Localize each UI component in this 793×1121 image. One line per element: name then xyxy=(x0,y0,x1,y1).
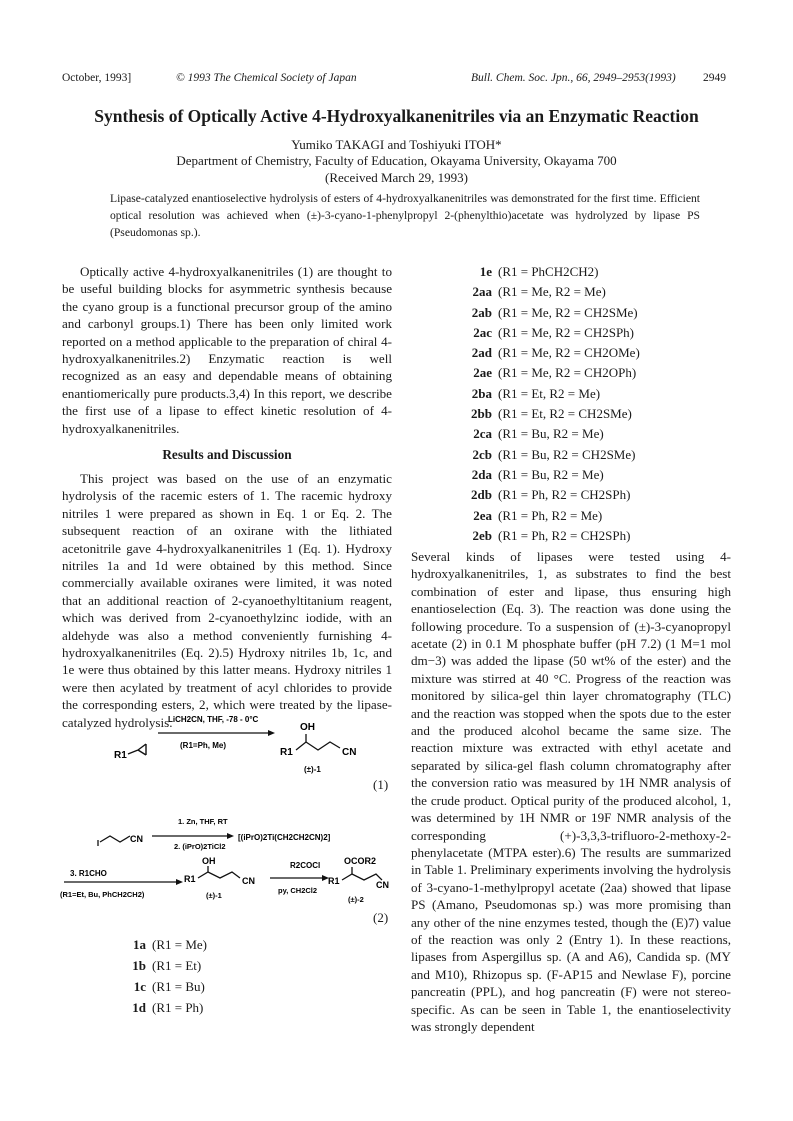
eq2-step1: 1. Zn, THF, RT xyxy=(178,817,228,826)
compound-id: 1e xyxy=(479,264,492,279)
compound-entry xyxy=(446,506,640,526)
compound-definition: (R1 = Me, R2 = CH2SPh) xyxy=(498,324,635,340)
compound-id: 2db xyxy=(471,487,492,503)
equation-1-number: (1) xyxy=(373,777,389,792)
compound-id: 2ab xyxy=(471,304,492,320)
compound-definition: (R1 = Et, R2 = CH2SMe) xyxy=(498,406,632,422)
compound-entry xyxy=(446,404,640,424)
equation-1-scheme xyxy=(108,710,403,805)
paper-title: Synthesis of Optically Active 4-Hydroxyalkanenitriles via an Enzymatic Reaction xyxy=(94,106,699,126)
lipase-screening-paragraph xyxy=(411,548,731,1035)
header-copyright: © 1993 The Chemical Society of Japan xyxy=(176,72,357,84)
compound-id: 2ea xyxy=(473,507,492,523)
equation-2-number: (2) xyxy=(373,910,389,925)
compound-entry xyxy=(100,955,207,976)
header-journal: Bull. Chem. Soc. Jpn., 66, 2949–2953(1993) xyxy=(471,72,676,84)
compound-entry xyxy=(446,445,640,465)
compound-entry xyxy=(446,526,640,546)
compound-entry xyxy=(446,343,640,363)
eq1-reaction-arrow xyxy=(158,730,275,736)
compound-entry xyxy=(446,303,640,323)
compound-entry xyxy=(446,363,640,383)
header-page-number: 2949 xyxy=(703,72,726,84)
eq2-step3: 3. R1CHO xyxy=(70,869,107,878)
header-left: October, 1993] xyxy=(62,72,132,84)
compound-id: 2aa xyxy=(472,284,492,300)
eq2-product1-cn: CN xyxy=(242,876,255,886)
compound-list-left xyxy=(100,934,207,1018)
results-paragraph xyxy=(62,470,392,731)
compound-id: 1d xyxy=(132,1000,146,1015)
compound-definition: (R1 = Me, R2 = CH2SMe) xyxy=(498,304,638,320)
compound-entry xyxy=(100,934,207,955)
compound-id: 2eb xyxy=(472,527,492,543)
compound-id: 2bb xyxy=(471,406,492,422)
eq2-product2-label: (±)-2 xyxy=(348,895,364,904)
compound-definition: (R1 = Et) xyxy=(152,958,202,973)
compound-id: 2ca xyxy=(473,426,492,442)
compound-entry xyxy=(100,976,207,997)
eq2-arrow-2 xyxy=(64,879,183,885)
compound-definition: (R1 = Bu, R2 = Me) xyxy=(498,466,604,482)
eq2-arrow-1 xyxy=(152,833,234,839)
compound-id: 1a xyxy=(133,937,146,952)
eq1-product-r1: R1 xyxy=(280,747,293,758)
eq2-titanium-reagent: [(iPrO)2Ti(CH2CH2CN)2] xyxy=(238,833,331,842)
compound-definition: (R1 = Bu) xyxy=(152,979,205,994)
results-text: This project was based on the use of an enzymatic hydrolysis of the racemic esters of 1. The racemic hydroxy nitriles 1 were prepared as shown in Eq. 1 or Eq. 2. The subsequent reaction of an oxirane with the lithiated acetonitrile gave 4-hydroxyalkanenitriles 1 (Eq. 1). Hydroxy nitriles 1a and 1d were obtained by this method. Since commercially available oxiranes were limited, it was noted that an additional reaction of 2-cyanoethyltitanium reagent, which was derived from 2-cyanoethylzinc iodide, with an aldehyde was also a method conveniently furnishing 4-hydroxyalkanenitriles (Eq. 2).5) Hydroxy nitriles 1b, 1c, and 1e were thus obtained by this latter means. Hydroxy nitriles 1 were then acylated by treatment of acyl chlorides to provide the corresponding esters, 2, which were treated by the lipase-catalyzed hydrolysis. xyxy=(62,471,392,730)
compound-list-right xyxy=(446,262,640,546)
compound-definition: (R1 = Ph, R2 = Me) xyxy=(498,507,603,523)
compound-entry xyxy=(446,424,640,444)
eq1-product-label: (±)-1 xyxy=(304,765,321,774)
oxirane-structure xyxy=(128,744,146,755)
compound-definition: (R1 = Me, R2 = CH2OMe) xyxy=(498,345,640,361)
compound-definition: (R1 = Ph, R2 = CH2SPh) xyxy=(498,487,631,503)
eq1-oh: OH xyxy=(300,722,315,733)
eq2-acyl-reagent: R2COCl xyxy=(290,861,321,870)
eq2-product1-label: (±)-1 xyxy=(206,891,222,900)
eq2-product1-chain xyxy=(198,872,240,878)
compound-definition: (R1 = Bu, R2 = CH2SMe) xyxy=(498,446,636,462)
compound-definition: (R1 = PhCH2CH2) xyxy=(498,264,599,279)
intro-text: Optically active 4-hydroxyalkanenitriles (1) are thought to be useful building blocks for asymmetric synthesis because the cyano group is a functional precursor group of the amino and carbonyl groups.1) There has been only limited work reported on a method applicable to the preparation of chiral 4-hydroxyalkanenitriles.2) Enzymatic reaction is well recognized as an easy and dependable means of obtaining enantiomerically pure products.3,4) In this report, we describe the first use of a lipase to effect kinetic resolution of 4-hydroxyalkanenitriles. xyxy=(62,264,392,436)
eq2-product2-r1: R1 xyxy=(328,876,340,886)
lipase-screening-text: Several kinds of lipases were tested using 4-hydroxyalkanenitriles, 1, as substrates to find the best combination of ester and lipase, thus ensuring high enantioselection (Eq. 3). The reaction was done using the following procedure. To a suspension of (±)-3-cyanopropyl acetate (2) in 0.1 M phosphate buffer (pH 7.2) (1 M=1 mol dm−3) was added the lipase (50 wt% of the ester) and the mixture was stirred at 40 °C. Progress of the reaction was monitored by silica-gel thin layer chromatography (TLC) and the reaction was stopped when the spots due to the ester and the produced alcohol became the same size. The reaction mixture was extracted with ethyl acetate and separated by silica-gel flash column chromatography after the conversion ratio was measured by 1H NMR analysis of the crude product. Optical purity of the produced alcohol, 1, was determined by 1H NMR or 19F NMR analysis of the corresponding (+)-3,3,3-trifluoro-2-methoxy-2-phenylacetate (MTPA ester).6) The results are summarized in Table 1. Preliminary experiments involving the hydrolysis of 3-cyano-1-methylpropyl acetate (2aa) showed that lipase PS (Amano, Pseudomonas sp.) was more promising than any other of the nine enzymes tested, though the (E)7) value of the reaction was only 2 (Entry 1). In these reactions, lipases from Aspergillus sp. (A and A6), Candida sp. (MY and M10), Rhizopus sp. (F-AP15 and Newlase F), porcine pancreatin (PPL), and hog pancreatin (F) were not stereo-specific. As can be seen in Table 1, the enantioselectivity was strongly dependent xyxy=(411,549,731,1034)
authors: Yumiko TAKAGI and Toshiyuki ITOH* xyxy=(291,137,502,152)
eq2-oh: OH xyxy=(202,856,216,866)
compound-entry xyxy=(446,465,640,485)
compound-definition: (R1 = Me, R2 = CH2OPh) xyxy=(498,365,637,381)
compound-id: 2cb xyxy=(472,446,492,462)
compound-entry xyxy=(446,323,640,343)
compound-definition: (R1 = Me, R2 = Me) xyxy=(498,284,606,300)
compound-definition: (R1 = Me) xyxy=(152,937,207,952)
section-heading: Results and Discussion xyxy=(162,447,292,462)
compound-id: 2ac xyxy=(473,324,492,340)
compound-definition: (R1 = Ph) xyxy=(152,1000,204,1015)
compound-definition: (R1 = Ph, R2 = CH2SPh) xyxy=(498,527,631,543)
eq1-product-chain xyxy=(296,742,340,750)
intro-paragraph xyxy=(62,263,392,437)
compound-id: 1c xyxy=(133,979,146,994)
compound-id: 2ad xyxy=(471,345,492,361)
compound-entry xyxy=(446,262,640,282)
eq2-arrow-3 xyxy=(270,875,329,881)
compound-definition: (R1 = Bu, R2 = Me) xyxy=(498,426,604,442)
eq1-condition: (R1=Ph, Me) xyxy=(180,741,227,750)
eq2-product1-r1: R1 xyxy=(184,874,196,884)
eq1-cn: CN xyxy=(342,747,357,758)
eq2-acyl-condition: py, CH2Cl2 xyxy=(278,886,318,895)
compound-entry xyxy=(446,282,640,302)
eq2-r1-condition: (R1=Et, Bu, PhCH2CH2) xyxy=(60,890,145,899)
compound-id: 2ba xyxy=(471,385,492,401)
received-date: (Received March 29, 1993) xyxy=(325,170,468,185)
compound-entry xyxy=(446,384,640,404)
eq2-step2: 2. (iPrO)2TiCl2 xyxy=(174,842,226,851)
abstract: Lipase-catalyzed enantioselective hydrolysis of esters of 4-hydroxyalkanenitriles was demonstrated for the first time. Efficient optical resolution was achieved when (±)-3-cyano-1-phenylpropyl 2-(phenylthio)acetate was hydrolyzed by lipase PS (Pseudomonas sp.). xyxy=(110,192,700,239)
affiliation: Department of Chemistry, Faculty of Education, Okayama University, Okayama 700 xyxy=(176,153,617,168)
compound-id: 2da xyxy=(471,466,492,482)
compound-id: 1b xyxy=(132,958,146,973)
eq2-ocor: OCOR2 xyxy=(344,856,377,866)
eq1-reagent: LiCH2CN, THF, -78 - 0°C xyxy=(168,715,259,724)
equation-2-scheme xyxy=(60,812,395,922)
compound-definition: (R1 = Et, R2 = Me) xyxy=(498,385,601,401)
cyanoethyl-iodide-chain xyxy=(100,836,130,842)
eq2-product2-cn: CN xyxy=(376,880,389,890)
eq1-r1: R1 xyxy=(114,750,127,761)
compound-entry xyxy=(100,997,207,1018)
eq2-cn: CN xyxy=(130,834,143,844)
compound-id: 2ae xyxy=(473,365,492,381)
compound-entry xyxy=(446,485,640,505)
